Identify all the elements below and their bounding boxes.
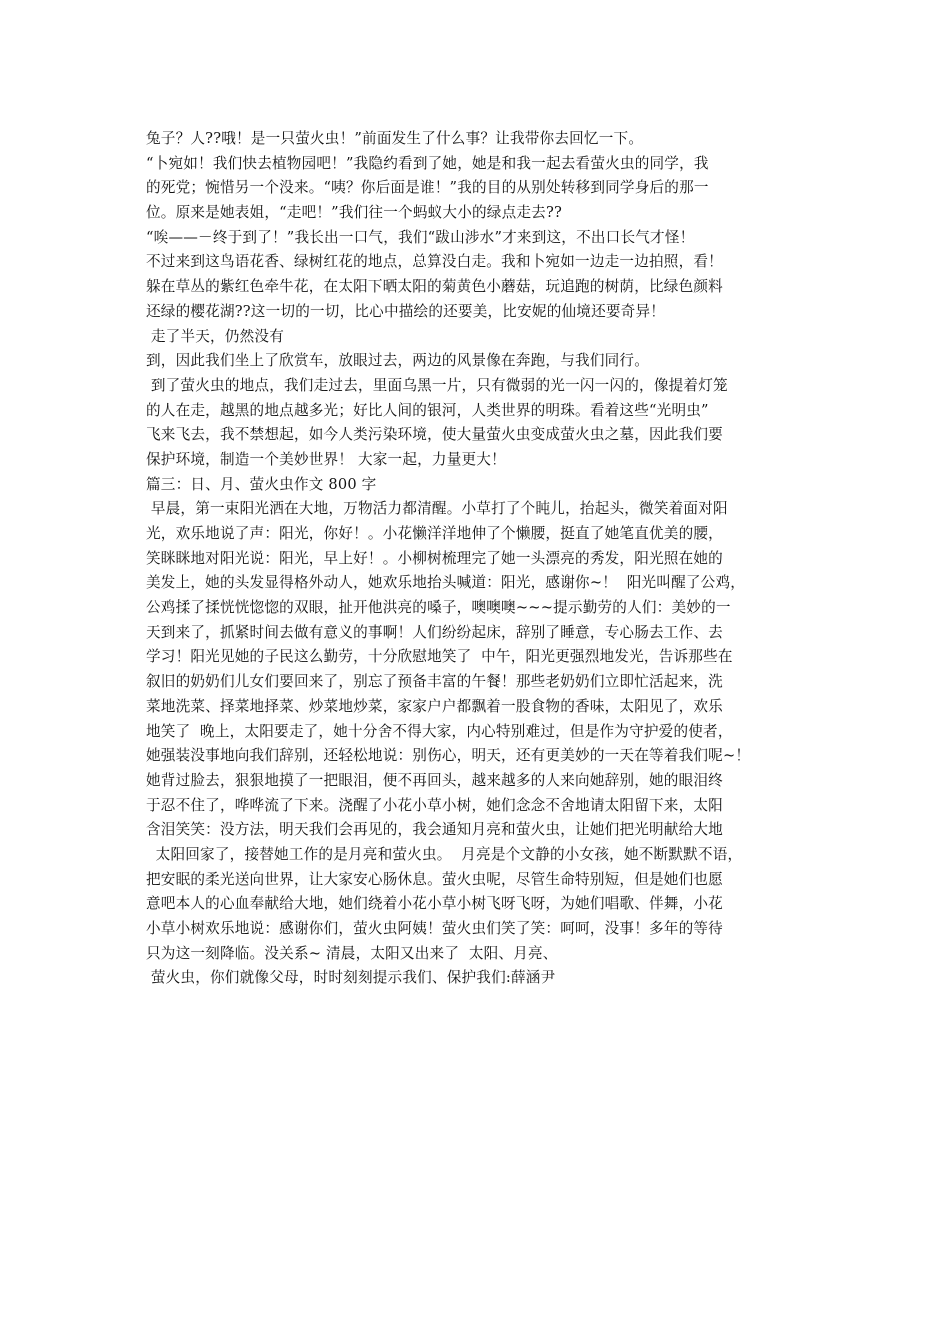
text-line: 位。原来是她表姐，“走吧！”我们往一个蚂蚁大小的绿点走去??: [146, 204, 563, 222]
text-line: 美发上，她的头发显得格外动人，她欢乐地抬头喊道：阳光，感谢你~！ 阳光叫醒了公鸡，: [146, 574, 746, 592]
text-line: 保护环境，制造一个美妙世界！ 大家一起，力量更大！: [146, 450, 506, 468]
text-line: 意吧本人的心血奉献给大地，她们绕着小花小草小树飞呀飞呀，为她们唱歌、伴舞，小花: [146, 895, 723, 913]
text-line: 叙旧的奶奶们儿女们要回来了，别忘了预备丰富的午餐！那些老奶奶们立即忙活起来，洗: [146, 673, 723, 691]
text-line: 太阳回家了，接替她工作的是月亮和萤火虫。 月亮是个文静的小女孩，她不断默默不语，: [146, 845, 743, 863]
document-body: [146, 127, 826, 991]
text-line: 到了萤火虫的地点，我们走过去，里面乌黑一片，只有微弱的光一闪一闪的，像提着灯笼: [146, 376, 728, 394]
text-line: 走了半天，仍然没有: [146, 327, 284, 345]
text-line: 躲在草丛的紫红色牵牛花，在太阳下晒太阳的菊黄色小蘑菇，玩追跑的树荫，比绿色颜料: [146, 278, 723, 296]
text-line: “卜宛如！我们快去植物园吧！”我隐约看到了她，她是和我一起去看萤火虫的同学，我: [146, 154, 709, 172]
text-line: 只为这一刻降临。没关系~ 清晨，太阳又出来了 太阳、月亮、: [146, 944, 558, 962]
text-line: 的人在走，越黑的地点越多光；好比人间的银河，人类世界的明珠。看着这些“光明虫”: [146, 401, 709, 419]
text-line: 还绿的樱花湖??这一切的一切，比心中描绘的还要美，比安妮的仙境还要奇异！: [146, 302, 666, 320]
text-line: 光，欢乐地说了声：阳光，你好！。小花懒洋洋地伸了个懒腰，挺直了她笔直优美的腰，: [146, 525, 723, 542]
section-heading: 篇三：日、月、萤火虫作文 800 字: [146, 475, 377, 493]
text-line: 的死党；惋惜另一个没来。“咦？你后面是谁！”我的目的从别处转移到同学身后的那一: [146, 179, 709, 197]
text-line: 不过来到这鸟语花香、绿树红花的地点，总算没白走。我和卜宛如一边走一边拍照，看！: [146, 253, 723, 271]
text-line: 公鸡揉了揉恍恍惚惚的双眼，扯开他洪亮的嗓子，噢噢噢~~~提示勤劳的人们：美妙的一: [146, 599, 731, 617]
text-line: 含泪笑笑：没方法，明天我们会再见的，我会通知月亮和萤火虫，让她们把光明献给大地: [146, 821, 723, 839]
text-line: 小草小树欢乐地说：感谢你们，萤火虫阿姨！萤火虫们笑了笑：呵呵，没事！多年的等待: [146, 920, 723, 937]
text-line: 兔子？人??哦！是一只萤火虫！”前面发生了什么事？让我带你去回忆一下。: [146, 130, 644, 147]
text-line: 她背过脸去，狠狠地摸了一把眼泪，便不再回头，越来越多的人来向她辞别，她的眼泪终: [146, 771, 723, 789]
text-line: 菜地洗菜、择菜地择菜、炒菜地炒菜，家家户户都飘着一股食物的香味，太阳见了，欢乐: [146, 697, 723, 715]
text-line: 学习！阳光见她的子民这么勤劳，十分欣慰地笑了 中午，阳光更强烈地发光，告诉那些在: [146, 648, 733, 666]
text-line: 天到来了，抓紧时间去做有意义的事啊！人们纷纷起床，辞别了睡意，专心肠去工作、去: [146, 623, 723, 641]
text-line: 于忍不住了，哗哗流了下来。浇醒了小花小草小树，她们念念不舍地请太阳留下来，太阳: [146, 796, 723, 814]
text-line: 早晨，第一束阳光洒在大地，万物活力都清醒。小草打了个盹儿，抬起头，微笑着面对阳: [146, 500, 728, 518]
text-line: 她强装没事地向我们辞别，还轻松地说：别伤心，明天，还有更美妙的一天在等着我们呢~！: [146, 747, 751, 765]
text-line: 飞来飞去，我不禁想起，如今人类污染环境，使大量萤火虫变成萤火虫之墓，因此我们要: [146, 426, 723, 444]
text-line: 到，因此我们坐上了欣赏车，放眼过去，两边的风景像在奔跑，与我们同行。: [146, 352, 649, 370]
text-line: 把安眠的柔光送向世界，让大家安心肠休息。萤火虫呢，尽管生命特别短，但是她们也愿: [146, 870, 723, 888]
text-line: 地笑了 晚上，太阳要走了，她十分舍不得大家，内心特别难过，但是作为守护爱的使者，: [146, 722, 733, 740]
text-line: 萤火虫，你们就像父母，时时刻刻提示我们、保护我们:薛涵尹: [146, 969, 556, 987]
text-line: 笑眯眯地对阳光说：阳光，早上好！。小柳树梳理完了她一头漂亮的秀发，阳光照在她的: [146, 549, 723, 567]
text-line: “唉——－终于到了！”我长出一口气，我们“跋山涉水”才来到这，不出口长气才怪！: [146, 228, 695, 246]
